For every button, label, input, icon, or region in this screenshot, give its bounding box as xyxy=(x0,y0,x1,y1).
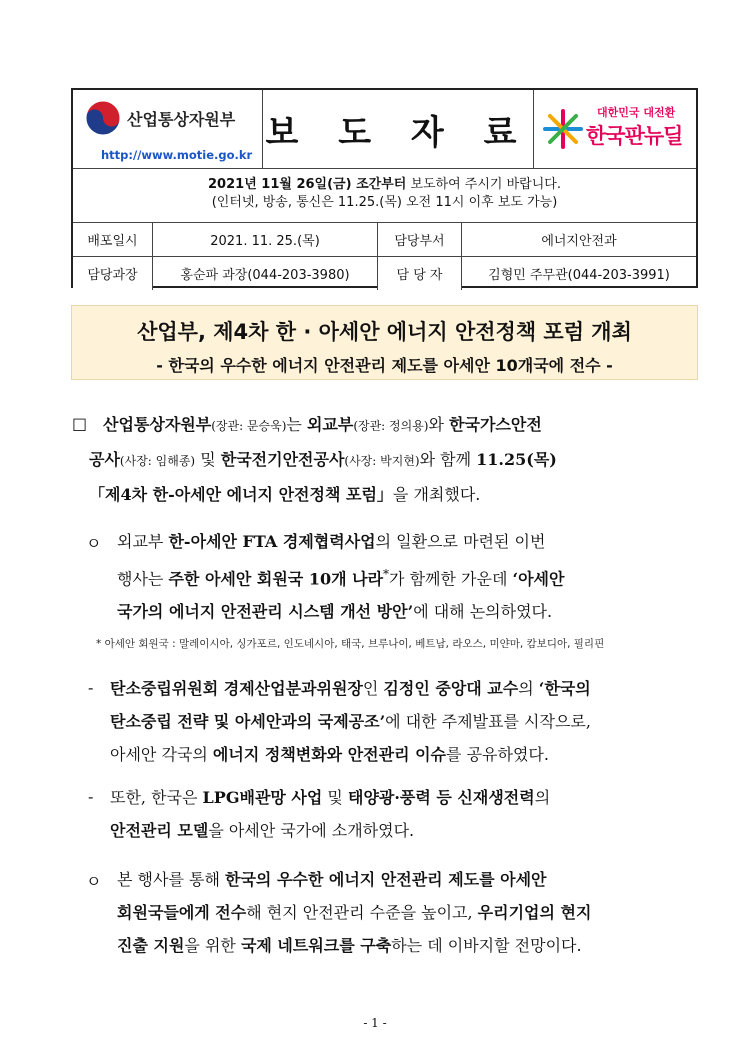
release-date-value: 2021. 11. 25.(목) xyxy=(153,223,378,256)
paragraph-1-marker: □ xyxy=(72,414,88,433)
contact-info-row xyxy=(73,257,696,290)
new-deal-logo-cell xyxy=(534,90,696,168)
contact-value: 김형민 주무관(044-203-3991) xyxy=(488,268,670,283)
new-deal-star-icon xyxy=(542,108,584,150)
manager-value: 홍순파 과장(044-203-3980) xyxy=(153,257,378,290)
asean-members-footnote: * 아세안 회원국 : 말레이시아, 싱가포르, 인도네시아, 태국, 브루나이, 베트남, 라오스, 미얀마, 캄보디아, 필리핀 xyxy=(96,638,605,650)
ministry-url-link[interactable]: http://www.motie.go.kr xyxy=(101,148,253,162)
embargo-date: 2021년 11월 26일(금) 조간부터 xyxy=(208,177,407,192)
new-deal-brand: 한국판뉴딜 xyxy=(586,124,683,148)
paragraph-3: 탄소중립위원회 경제산업분과위원장인 김정인 중앙대 교수의 ‘한국의 탄소중립 전략 및 아세안과의 국제공조’에 대한 주제발표를 시작으로, 아세안 각국의 에너지 정책변화와 안전관리 이슈를 공유하였다. xyxy=(110,679,591,764)
paragraph-2: 외교부 한-아세안 FTA 경제협력사업의 일환으로 마련된 이번 행사는 주한 아세안 회원국 10개 나라*가 함께한 가운데 ‘아세안 국가의 에너지 안전관리 시스템 개선 방안’에 대해 논의하였다. xyxy=(117,532,565,622)
taegeuk-emblem-icon xyxy=(85,100,121,136)
paragraph-4-marker: - xyxy=(88,787,94,806)
headline-subtitle: - 한국의 우수한 에너지 안전관리 제도를 아세안 10개국에 전수 - xyxy=(156,356,613,375)
new-deal-slogan: 대한민국 대전환 xyxy=(597,106,676,119)
press-header-table xyxy=(71,88,698,288)
manager-label: 담당과장 xyxy=(73,257,153,290)
paragraph-3-marker: - xyxy=(88,678,94,697)
paragraph-5-marker: ㅇ xyxy=(86,872,102,891)
embargo-notice xyxy=(73,169,696,223)
paragraph-1: 산업통상자원부(장관: 문승욱)는 외교부(장관: 정의용)와 한국가스안전 공사(사장: 임해종) 및 한국전기안전공사(사장: 박지현)와 함께 11.25(목) 「제4차 한-아세안 에너지 안전정책 포럼」을 개최했다. xyxy=(89,415,557,504)
press-release-title: 보 도 자 료 xyxy=(265,112,531,153)
ministry-name: 산업통상자원부 xyxy=(127,109,236,129)
embargo-online-note: (인터넷, 방송, 통신은 11.25.(목) 오전 11시 이후 보도 가능) xyxy=(211,195,558,210)
paragraph-5: 본 행사를 통해 한국의 우수한 에너지 안전관리 제도를 아세안 회원국들에게 전수해 현지 안전관리 수준을 높이고, 우리기업의 현지 진출 지원을 위한 국제 네트워크를 구축하는 데 이바지할 전망이다. xyxy=(117,870,592,955)
release-info-row xyxy=(73,223,696,257)
page-number: - 1 - xyxy=(363,1016,387,1030)
paragraph-2-marker: ㅇ xyxy=(86,534,102,553)
department-value: 에너지안전과 xyxy=(541,234,617,249)
press-release-title-cell xyxy=(263,90,534,168)
release-date-label: 배포일시 xyxy=(73,223,153,256)
ministry-logo-cell xyxy=(73,90,263,168)
headline-box xyxy=(71,305,698,380)
contact-label: 담 당 자 xyxy=(378,257,462,290)
headline-title: 산업부, 제4차 한 · 아세안 에너지 안전정책 포럼 개최 xyxy=(137,320,632,344)
department-label: 담당부서 xyxy=(378,223,462,256)
embargo-text: 보도하여 주시기 바랍니다. xyxy=(406,177,561,192)
paragraph-4: 또한, 한국은 LPG배관망 사업 및 태양광·풍력 등 신재생전력의 안전관리 모델을 아세안 국가에 소개하였다. xyxy=(110,788,551,840)
